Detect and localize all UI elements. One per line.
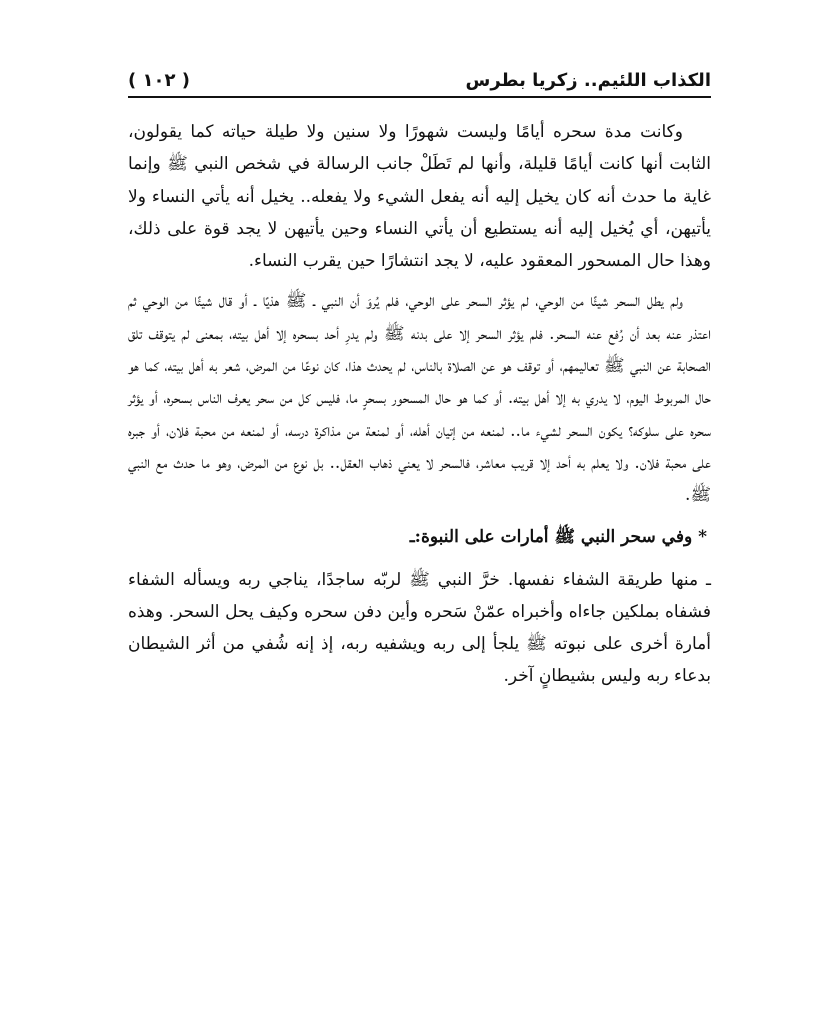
paragraph-1: وكانت مدة سحره أيامًا وليست شهورًا ولا سنين ولا طيلة حياته كما يقولون، الثابت أنها كانت أيامًا قليلة، وأنها لم تَطَلْ جانب الرسالة في شخص النبي ﷺ وإنما غاية ما حدث أنه كان يخيل إليه أنه يفعل الشيء ولا يفعله.. يخيل أنه يأتي النساء ولا يأتيهن، أي يُخيل إليه أنه يستطيع أن يأتي النساء وحين يأتيهن لا يجد قوة على ذلك، وهذا حال المسحور المعقود عليه، لا يجد انتشارًا حين يقرب النساء. (128, 122, 711, 272)
running-title: الكذاب اللئيم.. زكريا بطرس (465, 70, 711, 91)
section-heading: * وفي سحر النبي ﷺ أمارات على النبوة:ـ (409, 526, 707, 547)
page-header (128, 64, 711, 98)
paragraph-2: ولم يطل السحر شيئًا من الوحي، لم يؤثر السحر على الوحي، فلم يُروَ أن النبي ـ ﷺ هذيًا ـ أو قال شيئًا من الوحي ثم اعتذر عنه بعد أن رُفع عنه السحر. فلم يؤثر السحر إلا على بدنه ﷺ ولم يدرِ أحد بسحره إلا أهل بيته، بمعنى لم يتوقف تلق الصحابة عن النبي ﷺ تعاليمهم، أو توقف هو عن الصلاة بالناس، لم يحدث هذا، كان نوعًا من المرض، شعر به أهل بيته، كما هو حال المربوط اليوم، لا يدري به إلا أهل بيته. أو كما هو حال المسحور بسحرٍ ما، فليس كل من سحر يعرف الناس بسحره، أو يؤثر سحره على سلوكه؟ يكون السحر لشيء ما.. لمنعه من إتيان أهله، أو لمنعة من مذاكرة درسه، أو لمنعه من محبة فلان، أو جبره على محبة فلان. ولا يعلم به أحد إلا قريب معاشر، فالسحر لا يعني ذهاب العقل.. بل نوع من المرض، وهو ما حدث مع النبي ﷺ. (128, 291, 711, 506)
page-body (128, 116, 711, 693)
document-page (128, 64, 711, 944)
paragraph-3: ـ منها طريقة الشفاء نفسها. خرَّ النبي ﷺ لربّه ساجدًا، يناجي ربه ويسأله الشفاء فشفاه بملكين جاءاه وأخبراه عمّنْ سَحره وأين دفن سحره وكيف يحل السحر. وهذه أمارة أخرى على نبوته ﷺ يلجأ إلى ربه ويشفيه ربه، إذ إنه شُفي من أثر الشيطان بدعاء ربه وليس بشيطانٍ آخر. (128, 569, 711, 687)
page-number: ( ١٠٢ ) (128, 70, 190, 91)
